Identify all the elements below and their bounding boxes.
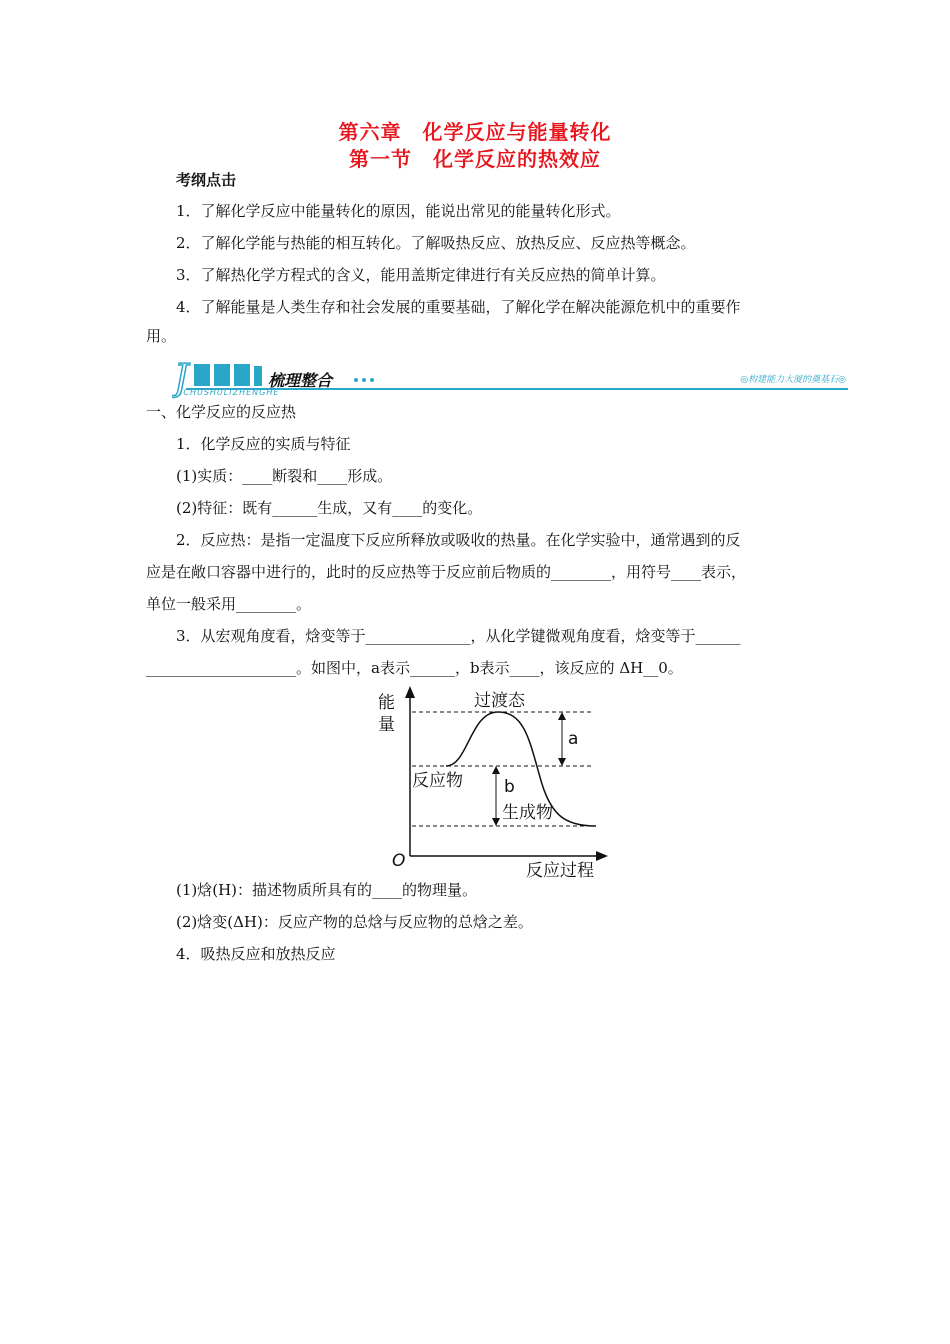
- y-label-2: 量: [378, 715, 395, 735]
- label-a: a: [568, 729, 579, 749]
- svg-text:J: J: [174, 358, 189, 399]
- section-heading-1: 一、化学反应的反应热: [146, 403, 297, 421]
- origin-label: O: [392, 851, 406, 871]
- x-axis-arrow: [596, 851, 608, 861]
- chapter-title: 第六章 化学反应与能量转化: [338, 120, 612, 144]
- paragraph-4: (1)焓(H)：描述物质所具有的____的物理量。: [176, 881, 478, 899]
- paragraph-3-line-2: ____________________。如图中，a表示______，b表示____，该反应的 ΔH__0。: [146, 659, 683, 677]
- paragraph-5: (2)焓变(ΔH)：反应产物的总焓与反应物的总焓之差。: [176, 913, 533, 931]
- outline-item-4: 4．了解能量是人类生存和社会发展的重要基础，了解化学在解决能源危机中的重要作: [176, 298, 741, 316]
- outline-item-2: 2．了解化学能与热能的相互转化。了解吸热反应、放热反应、反应热等概念。: [176, 234, 696, 252]
- paragraph-1a: (1)实质：____断裂和____形成。: [176, 467, 393, 485]
- product-label: 生成物: [502, 803, 553, 823]
- x-label: 反应过程: [526, 861, 594, 881]
- paragraph-2-line-2: 应是在敞口容器中进行的，此时的反应热等于反应前后物质的________，用符号____表示，: [146, 563, 747, 581]
- outline-item-4-cont: 用。: [146, 327, 177, 345]
- paragraph-3-line-1: 3．从宏观角度看，焓变等于______________，从化学键微观角度看，焓变等于______: [176, 627, 741, 645]
- y-label-1: 能: [378, 693, 395, 713]
- banner-title: 梳理整合: [268, 371, 333, 390]
- banner-tagline: ◎构建能力大厦的奠基石◎: [740, 375, 846, 385]
- paragraph-6: 4．吸热反应和放热反应: [176, 945, 336, 963]
- section-banner: [172, 358, 850, 400]
- y-axis-arrow: [405, 686, 415, 698]
- paragraph-2-line-1: 2．反应热：是指一定温度下反应所释放或吸收的热量。在化学实验中，通常遇到的反: [176, 531, 741, 549]
- outline-heading: 考纲点击: [176, 171, 237, 189]
- outline-item-3: 3．了解热化学方程式的含义，能用盖斯定律进行有关反应热的简单计算。: [176, 266, 666, 284]
- section-title: 第一节 化学反应的热效应: [349, 147, 601, 171]
- energy-diagram: [370, 684, 610, 884]
- paragraph-1: 1．化学反应的实质与特征: [176, 435, 351, 453]
- outline-item-1: 1．了解化学反应中能量转化的原因，能说出常见的能量转化形式。: [176, 202, 621, 220]
- reactant-label: 反应物: [412, 771, 463, 791]
- transition-label: 过渡态: [474, 691, 525, 711]
- paragraph-2-line-3: 单位一般采用________。: [146, 595, 312, 613]
- label-b: b: [504, 777, 515, 797]
- paragraph-1b: (2)特征：既有______生成，又有____的变化。: [176, 499, 483, 517]
- banner-subtitle: ICHUSHULIZHENGHE: [180, 388, 280, 397]
- energy-diagram-svg: [370, 684, 610, 884]
